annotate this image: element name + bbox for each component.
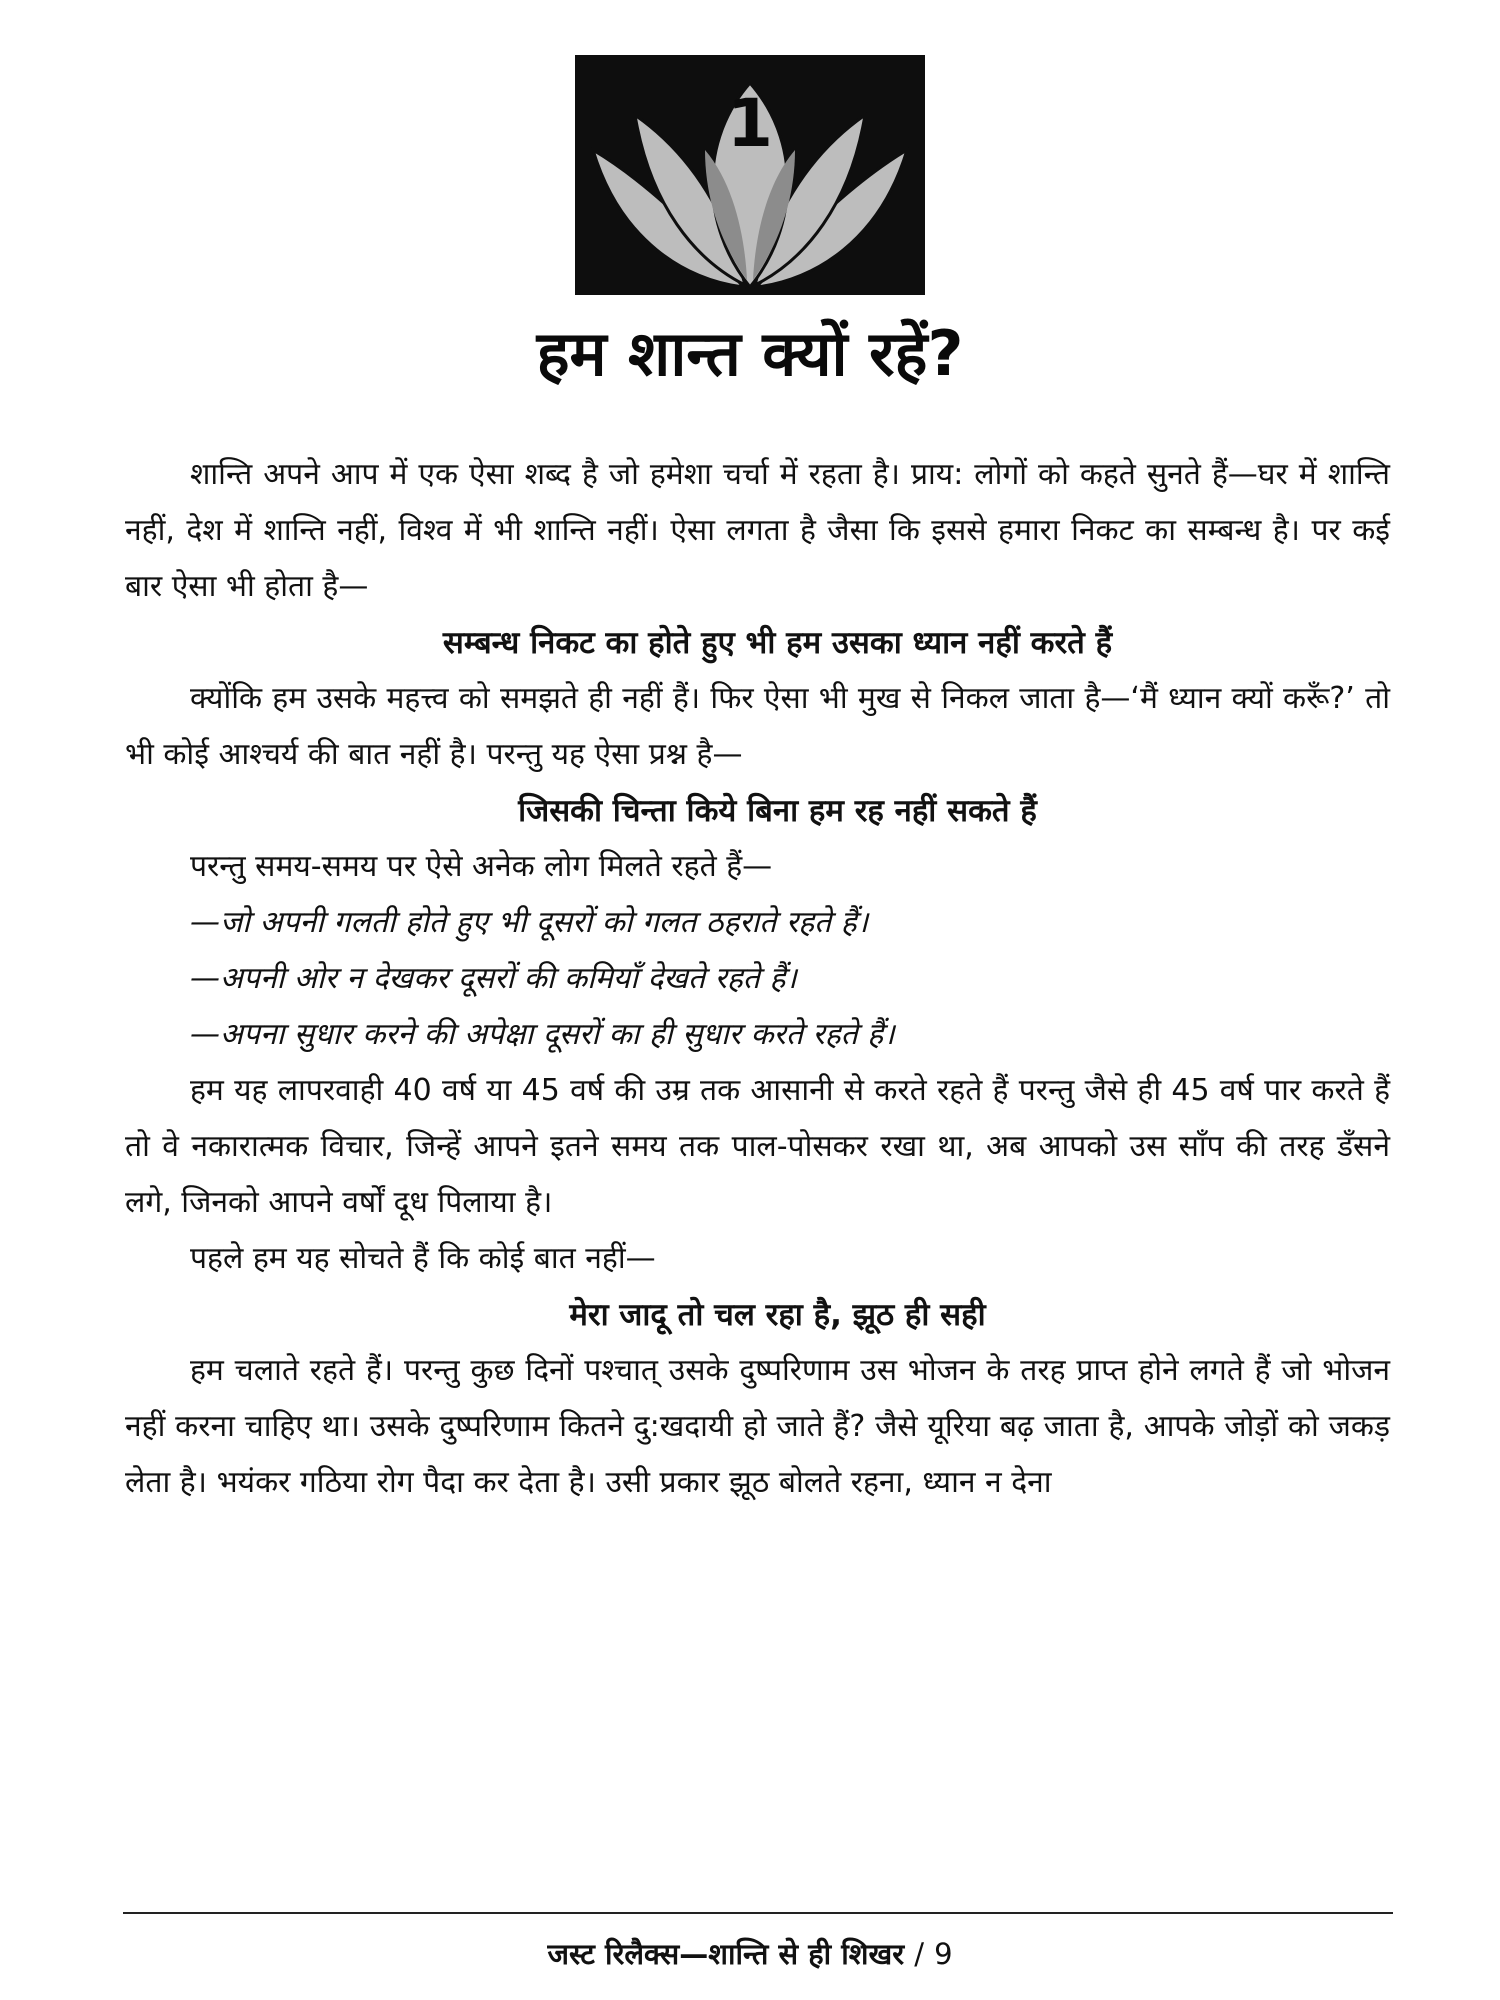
italic-list-item: —जो अपनी गलती होते हुए भी दूसरों को गलत ठहराते रहते हैं।: [190, 905, 869, 940]
paragraph: पहले हम यह सोचते हैं कि कोई बात नहीं—: [190, 1241, 656, 1276]
chapter-title: हम शान्त क्यों रहें?: [536, 317, 964, 390]
italic-list-item: —अपनी ओर न देखकर दूसरों की कमियाँ देखते रहते हैं।: [190, 961, 797, 996]
paragraph: परन्तु समय-समय पर ऐसे अनेक लोग मिलते रहते हैं—: [190, 849, 773, 884]
chapter-number: 1: [727, 85, 773, 162]
paragraph: हम चलाते रहते हैं। परन्तु कुछ दिनों पश्चात् उसके दुष्परिणाम उस भोजन के तरह प्राप्त होने लगते हैं जो भोजन नहीं करना चाहिए था। उसके दुष्परिणाम कितने दु:खदायी हो जाते हैं? जैसे यूरिया बढ़ जाता है, आपके जोड़ों को जकड़ लेता है। भयंकर गठिया रोग पैदा कर देता है। उसी प्रकार झूठ बोलते रहना, ध्यान न देना: [125, 1353, 1390, 1500]
paragraph: शान्ति अपने आप में एक ऐसा शब्द है जो हमेशा चर्चा में रहता है। प्राय: लोगों को कहते सुनते हैं—घर में शान्ति नहीं, देश में शान्ति नहीं, विश्व में भी शान्ति नहीं। ऐसा लगता है जैसा कि इससे हमारा निकट का सम्बन्ध है। पर कई बार ऐसा भी होता है—: [125, 457, 1390, 604]
chapter-body: [125, 447, 1390, 1511]
italic-list-item: —अपना सुधार करने की अपेक्षा दूसरों का ही सुधार करते रहते हैं।: [190, 1017, 895, 1052]
page-footer: [0, 1934, 1500, 1973]
paragraph: क्योंकि हम उसके महत्त्व को समझते ही नहीं हैं। फिर ऐसा भी मुख से निकल जाता है—‘मैं ध्यान क्यों करूँ?’ तो भी कोई आश्चर्य की बात नहीं है। परन्तु यह ऐसा प्रश्न है—: [125, 681, 1390, 772]
footer-book-title: जस्ट रिलैक्स—शान्ति से ही शिखर: [547, 1937, 905, 1971]
bold-heading: जिसकी चिन्ता किये बिना हम रह नहीं सकते हैं: [518, 793, 1037, 829]
bold-heading: मेरा जादू तो चल रहा है, झूठ ही सही: [569, 1297, 986, 1333]
page-number: 9: [934, 1937, 953, 1971]
bold-heading: सम्बन्ध निकट का होते हुए भी हम उसका ध्यान नहीं करते हैं: [442, 625, 1113, 661]
footer-divider: [123, 1912, 1393, 1914]
footer-separator: /: [914, 1937, 924, 1971]
paragraph: हम यह लापरवाही 40 वर्ष या 45 वर्ष की उम्र तक आसानी से करते रहते हैं परन्तु जैसे ही 45 वर्ष पार करते हैं तो वे नकारात्मक विचार, जिन्हें आपने इतने समय तक पाल-पोसकर रखा था, अब आपको उस साँप की तरह डँसने लगे, जिनको आपने वर्षों दूध पिलाया है।: [125, 1073, 1390, 1220]
chapter-badge: [575, 55, 925, 295]
